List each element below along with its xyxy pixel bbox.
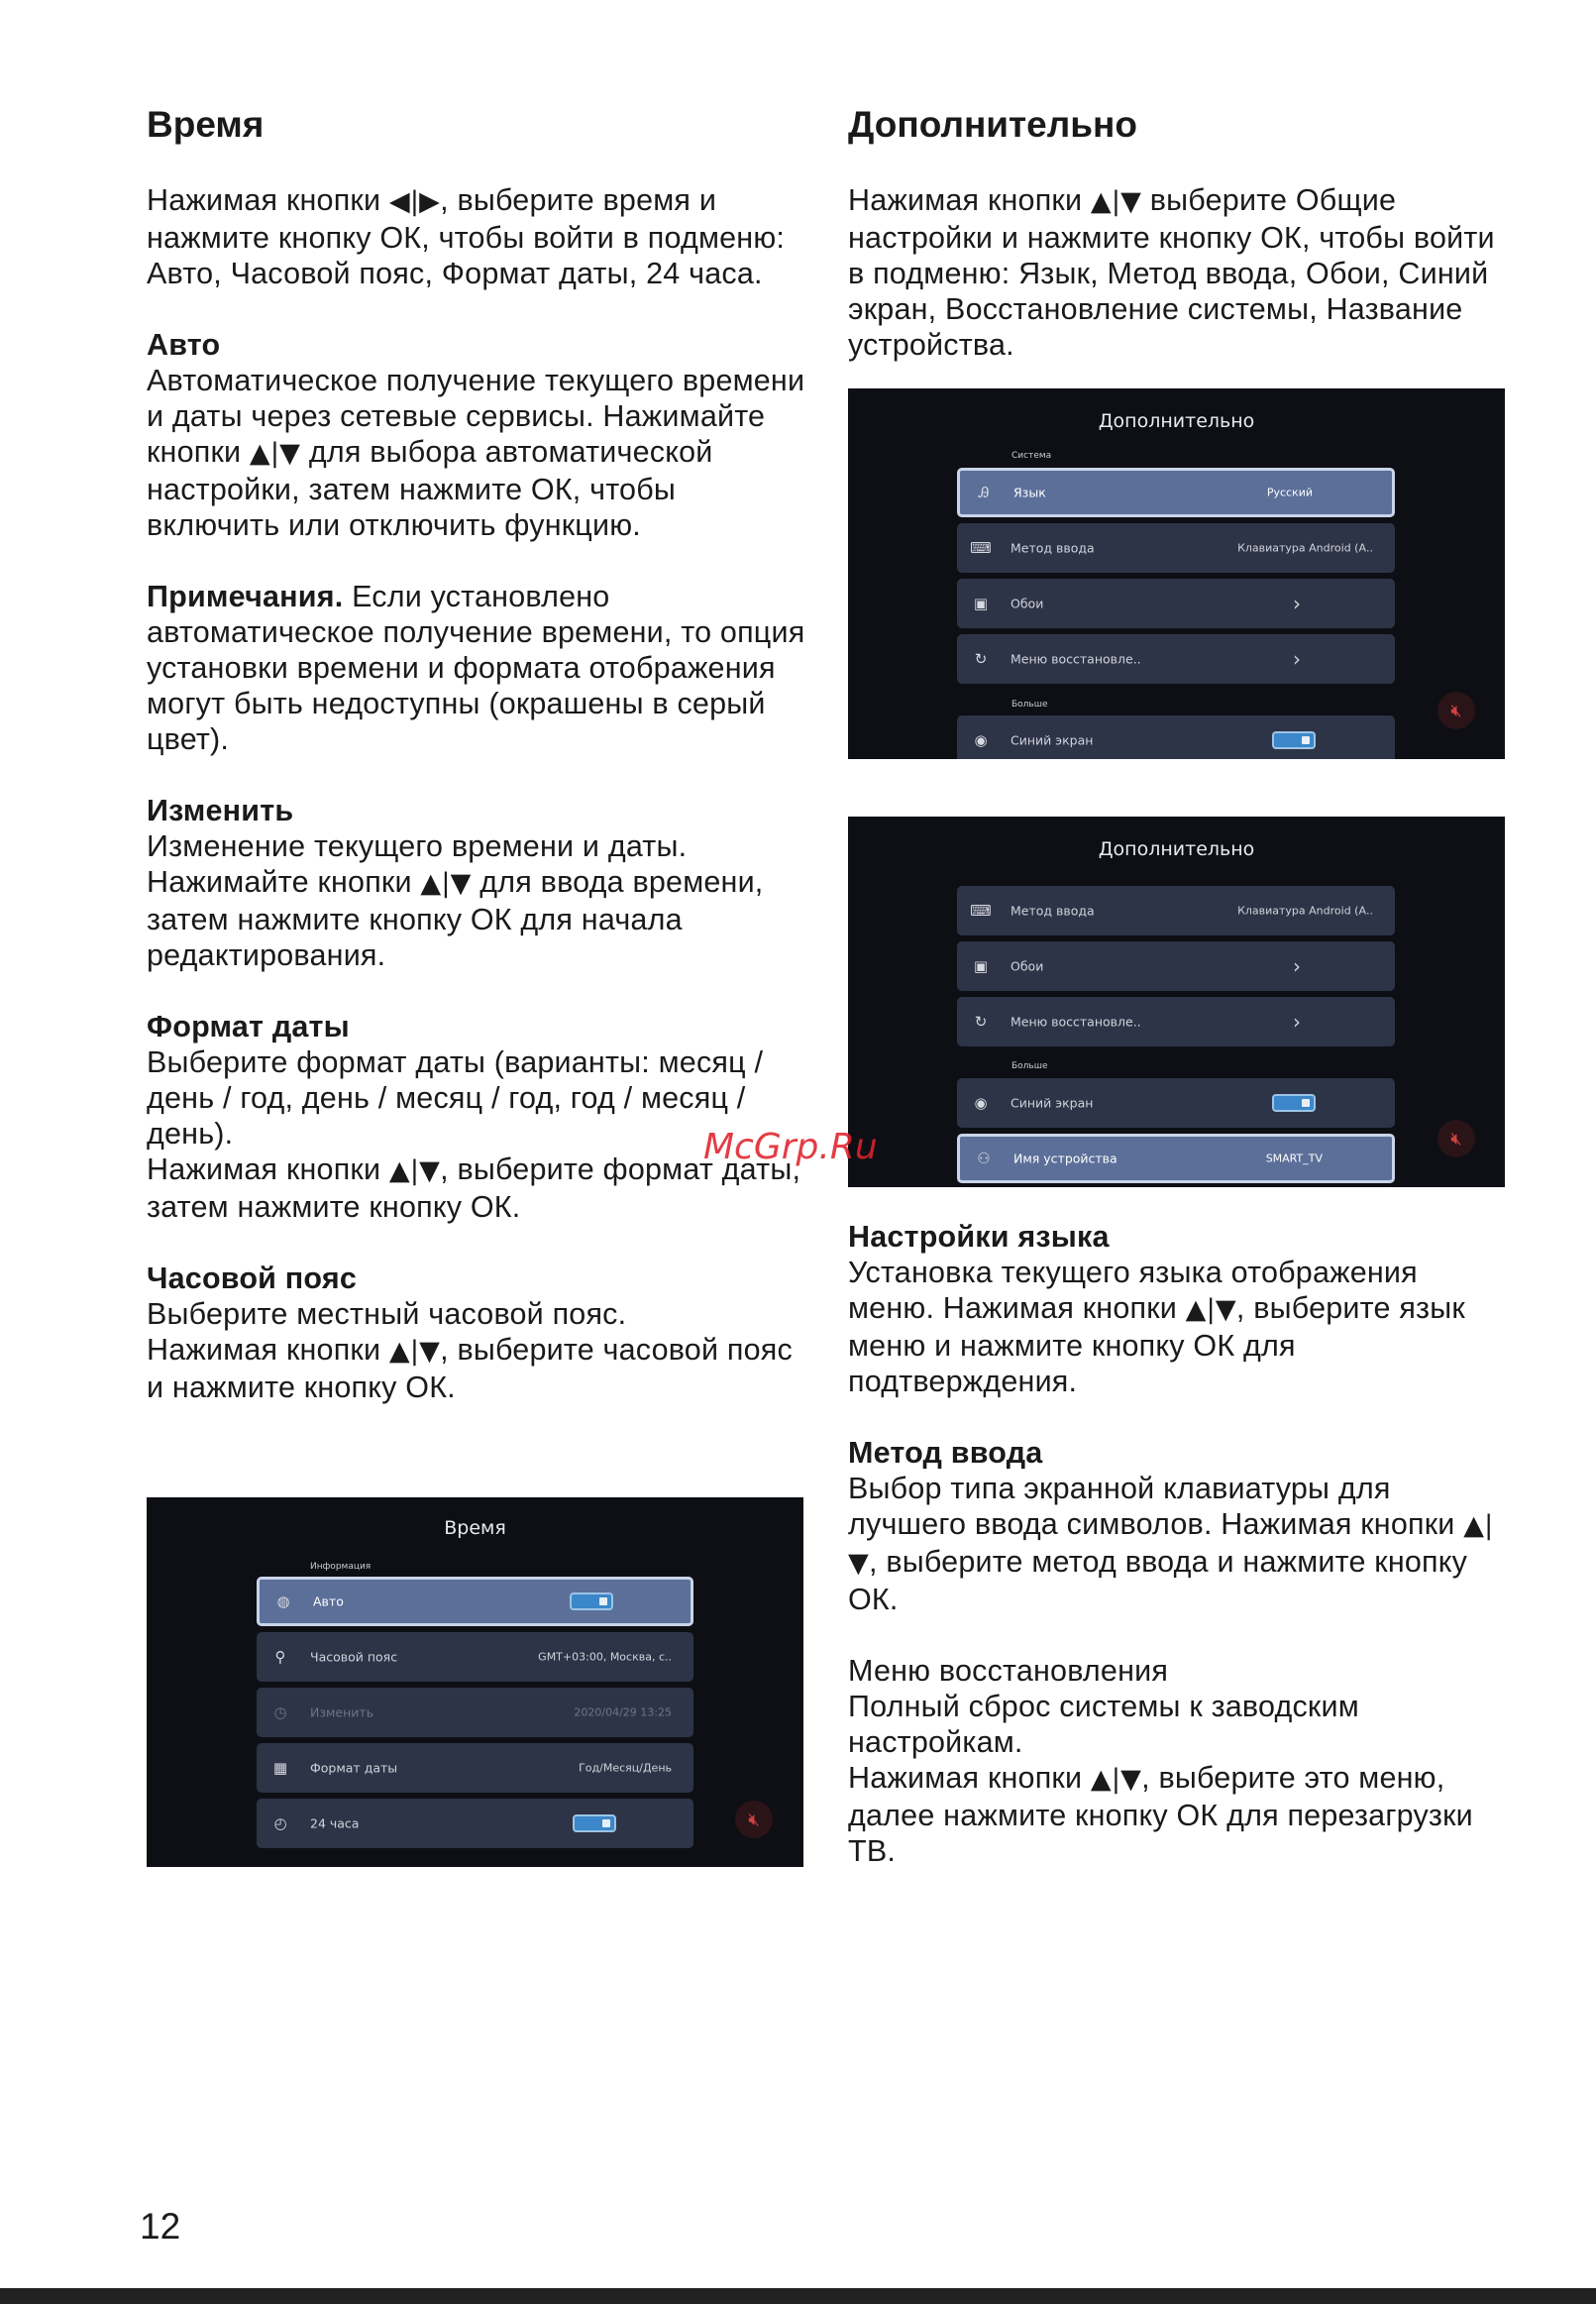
auto-paragraph: Авто Автоматическое получение текущего времени и даты через сетевые сервисы. Нажимайте кнопки ▲|▼ для выбора автоматической настройки, затем нажмите ОК, чтобы включить или отключить функцию. bbox=[147, 328, 805, 543]
language-heading: Настройки языка bbox=[848, 1220, 1110, 1254]
menu-row-date-format[interactable]: ▦ Формат даты Год/Месяц/День bbox=[257, 1743, 693, 1793]
section-label: Больше bbox=[1011, 700, 1048, 710]
menu-row-input-method[interactable]: ⌨ Метод ввода Клавиатура Android (А.. bbox=[957, 523, 1395, 573]
time-intro: Нажимая кнопки ◀|▶, выберите время и нажмите кнопку ОК, чтобы войти в подменю: Авто, Часовой пояс, Формат даты, 24 часа. bbox=[147, 183, 786, 291]
input-method-paragraph: Метод ввода Выбор типа экранной клавиатуры для лучшего ввода символов. Нажимая кнопки ▲|▼, выберите метод ввода и нажмите кнопку ОК. bbox=[848, 1435, 1507, 1617]
section-label: Больше bbox=[1011, 1061, 1048, 1071]
menu-row-24h[interactable]: ◴ 24 часа bbox=[257, 1799, 693, 1848]
clock-icon: ◴ bbox=[273, 1814, 287, 1832]
24h-toggle[interactable] bbox=[573, 1814, 616, 1832]
restore-heading: Меню восстановления bbox=[848, 1654, 1169, 1688]
chevron-right-icon: › bbox=[1293, 1010, 1301, 1034]
keyboard-icon: ⌨ bbox=[970, 539, 992, 557]
menu-row-restore[interactable]: ↻ Меню восстановле.. › bbox=[957, 634, 1395, 684]
tv-screenshot-extra-1 bbox=[848, 388, 1505, 759]
globe-icon: ◍ bbox=[276, 1592, 290, 1610]
section-title-extra: Дополнительно bbox=[848, 104, 1137, 145]
auto-heading: Авто bbox=[147, 328, 221, 363]
image-icon: ▣ bbox=[973, 957, 989, 975]
left-column bbox=[147, 103, 805, 1441]
date-format-heading: Формат даты bbox=[147, 1010, 350, 1044]
change-paragraph: Изменить Изменение текущего времени и даты. Нажимайте кнопки ▲|▼ для ввода времени, затем нажмите кнопку ОК для начала редактирования. bbox=[147, 793, 805, 973]
date-format-paragraph: Формат даты Выберите формат даты (варианты: месяц / день / год, день / месяц / год, год / месяц / день). Нажимая кнопки ▲|▼, выберите формат даты, затем нажмите кнопку ОК. bbox=[147, 1009, 805, 1225]
restore-paragraph: Меню восстановления Полный сброс системы к заводским настройкам. Нажимая кнопки ▲|▼, выберите это меню, далее нажмите кнопку ОК для перезагрузки ТВ. bbox=[848, 1653, 1507, 1869]
input-method-heading: Метод ввода bbox=[848, 1436, 1043, 1470]
screen-title: Дополнительно bbox=[1098, 838, 1255, 860]
section-label: Система bbox=[1011, 451, 1052, 461]
up-down-arrows-icon: ▲|▼ bbox=[420, 868, 472, 900]
note-paragraph: Примечания. Если установлено автоматическое получение времени, то опция установки времени и формата отображения могут быть недоступны (окрашены в серый цвет). bbox=[147, 580, 805, 757]
screen-title: Время bbox=[444, 1517, 506, 1539]
menu-row-auto[interactable]: ◍ Авто bbox=[257, 1577, 693, 1626]
auto-toggle[interactable] bbox=[570, 1592, 613, 1610]
change-heading: Изменить bbox=[147, 794, 294, 828]
extra-intro: Нажимая кнопки ▲|▼ выберите Общие настройки и нажмите кнопку ОК, чтобы войти в подменю: Язык, Метод ввода, Обои, Синий экран, Восстановление системы, Название устройства. bbox=[848, 183, 1495, 363]
blue-screen-toggle[interactable] bbox=[1272, 731, 1316, 749]
chevron-right-icon: › bbox=[1293, 592, 1301, 615]
clock-edit-icon: ◷ bbox=[273, 1703, 287, 1721]
up-down-arrows-icon: ▲|▼ bbox=[249, 438, 301, 470]
user-icon: ⚇ bbox=[977, 1150, 991, 1167]
menu-row-restore[interactable]: ↻ Меню восстановле.. › bbox=[957, 997, 1395, 1046]
right-column bbox=[848, 103, 1507, 398]
tv-screenshot-time bbox=[147, 1497, 803, 1867]
up-down-arrows-icon: ▲|▼ bbox=[388, 1336, 441, 1368]
toggle-icon: ◉ bbox=[974, 1094, 988, 1112]
up-down-arrows-icon: ▲|▼ bbox=[1090, 1764, 1142, 1795]
up-down-arrows-icon: ▲|▼ bbox=[848, 1510, 1494, 1579]
timezone-heading: Часовой пояс bbox=[147, 1262, 357, 1296]
toggle-icon: ◉ bbox=[974, 731, 988, 749]
timezone-paragraph: Часовой пояс Выберите местный часовой пояс. Нажимая кнопки ▲|▼, выберите часовой пояс и нажмите кнопку ОК. bbox=[147, 1261, 805, 1405]
menu-row-wallpaper[interactable]: ▣ Обои › bbox=[957, 579, 1395, 628]
section-title-time: Время bbox=[147, 104, 265, 145]
menu-row-blue-screen[interactable]: ◉ Синий экран bbox=[957, 1078, 1395, 1128]
blue-screen-toggle[interactable] bbox=[1272, 1094, 1316, 1112]
up-down-arrows-icon: ▲|▼ bbox=[1185, 1294, 1236, 1325]
chevron-right-icon: › bbox=[1293, 954, 1301, 978]
restore-icon: ↻ bbox=[974, 1013, 988, 1031]
mute-icon: 🔇︎ bbox=[735, 1801, 773, 1838]
menu-row-change[interactable]: ◷ Изменить 2020/04/29 13:25 bbox=[257, 1688, 693, 1737]
image-icon: ▣ bbox=[973, 595, 989, 612]
restore-icon: ↻ bbox=[974, 650, 988, 668]
chevron-right-icon: › bbox=[1293, 647, 1301, 671]
bottom-edge-bar bbox=[0, 2288, 1596, 2304]
keyboard-icon: ⌨ bbox=[970, 902, 992, 920]
language-icon: Ꭿ bbox=[978, 484, 990, 501]
tv-screenshot-extra-2 bbox=[848, 817, 1505, 1187]
menu-row-wallpaper[interactable]: ▣ Обои › bbox=[957, 941, 1395, 991]
menu-row-blue-screen[interactable]: ◉ Синий экран bbox=[957, 715, 1395, 759]
mute-icon: 🔇︎ bbox=[1437, 692, 1475, 729]
section-label: Информация bbox=[310, 1562, 372, 1572]
mute-icon: 🔇︎ bbox=[1437, 1120, 1475, 1157]
up-down-arrows-icon: ▲|▼ bbox=[388, 1155, 441, 1187]
left-right-arrows-icon: ◀|▶ bbox=[388, 186, 441, 218]
language-paragraph: Настройки языка Установка текущего языка отображения меню. Нажимая кнопки ▲|▼, выберите язык меню и нажмите кнопку ОК для подтверждения. bbox=[848, 1219, 1507, 1399]
menu-row-language[interactable]: Ꭿ Язык Русский bbox=[957, 468, 1395, 517]
calendar-icon: ▦ bbox=[272, 1759, 288, 1777]
menu-row-input-method[interactable]: ⌨ Метод ввода Клавиатура Android (А.. bbox=[957, 886, 1395, 935]
page-number: 12 bbox=[140, 2206, 181, 2247]
menu-row-device-name[interactable]: ⚇ Имя устройства SMART_TV bbox=[957, 1134, 1395, 1183]
menu-row-timezone[interactable]: ⚲ Часовой пояс GMT+03:00, Москва, с.. bbox=[257, 1632, 693, 1682]
watermark: McGrp.Ru bbox=[703, 1127, 878, 1167]
note-heading: Примечания. bbox=[147, 580, 344, 614]
screen-title: Дополнительно bbox=[1098, 410, 1255, 432]
up-down-arrows-icon: ▲|▼ bbox=[1090, 186, 1142, 218]
right-column-lower bbox=[848, 1219, 1507, 1905]
location-pin-icon: ⚲ bbox=[274, 1648, 286, 1666]
